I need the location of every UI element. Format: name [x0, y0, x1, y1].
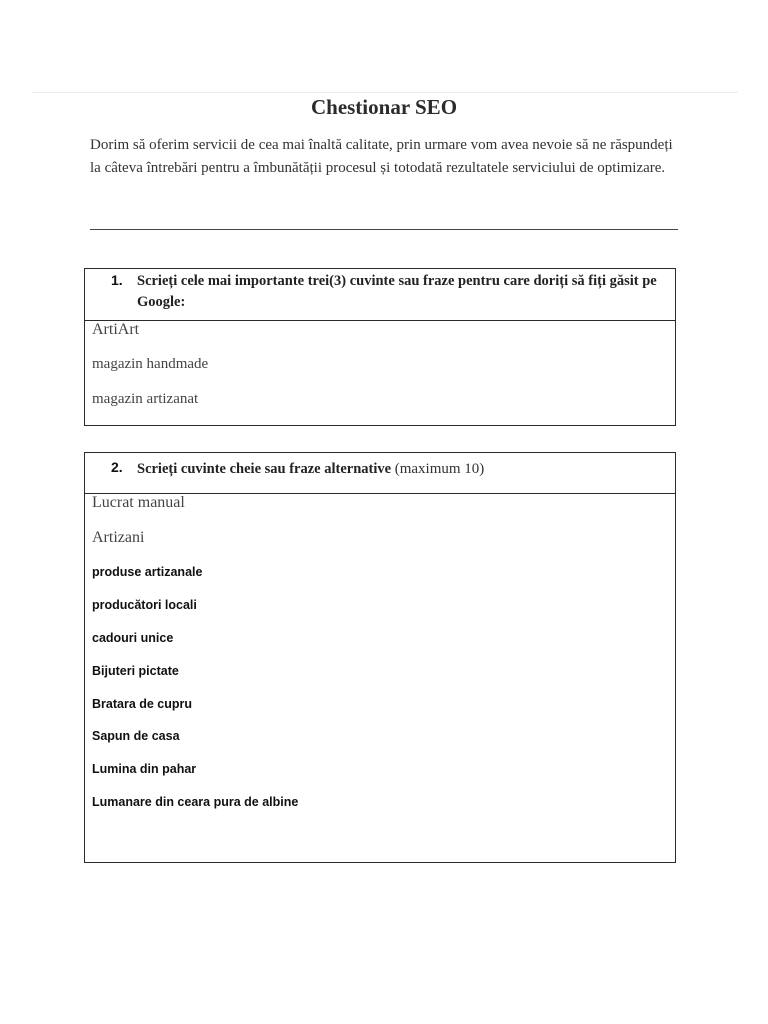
question-1-box — [84, 268, 676, 426]
answer-field[interactable]: magazin handmade — [92, 356, 209, 372]
answer-field[interactable]: Lumina din pahar — [92, 762, 197, 776]
question-1-number: 1. — [111, 272, 123, 288]
answer-field[interactable]: Bijuteri pictate — [92, 664, 179, 678]
intro-paragraph: Dorim să oferim servicii de cea mai înaltă calitate, prin urmare vom avea nevoie să ne răspundeți la câteva întrebări pentru a îmbunătății procesul și totodată rezultatele serviciului de optimizare. — [90, 137, 673, 176]
question-2-text: Scrieți cuvinte cheie sau fraze alternative — [137, 461, 392, 477]
question-2-number: 2. — [111, 459, 123, 475]
answer-field[interactable]: producători locali — [92, 598, 197, 612]
answer-field[interactable]: Bratara de cupru — [92, 697, 193, 711]
answer-field[interactable]: magazin artizanat — [92, 391, 199, 407]
question-2-note: (maximum 10) — [394, 461, 485, 477]
question-1-text: Scrieți cele mai importante trei(3) cuvinte sau fraze pentru care doriți să fiți găsit pe Google: — [137, 273, 657, 310]
answer-field[interactable]: Sapun de casa — [92, 729, 180, 743]
question-2-header — [85, 453, 675, 494]
question-2-box — [84, 452, 676, 863]
document-title: Chestionar SEO — [310, 95, 458, 119]
top-separator — [32, 92, 738, 93]
answer-field[interactable]: Lumanare din ceara pura de albine — [92, 795, 299, 809]
question-1-header — [85, 269, 675, 321]
answer-field[interactable]: Lucrat manual — [92, 494, 185, 511]
answer-line — [90, 229, 678, 230]
answer-field[interactable]: ArtiArt — [92, 321, 140, 338]
answer-field[interactable]: produse artizanale — [92, 565, 203, 579]
answer-field[interactable]: Artizani — [92, 529, 145, 546]
answer-field[interactable]: cadouri unice — [92, 631, 174, 645]
